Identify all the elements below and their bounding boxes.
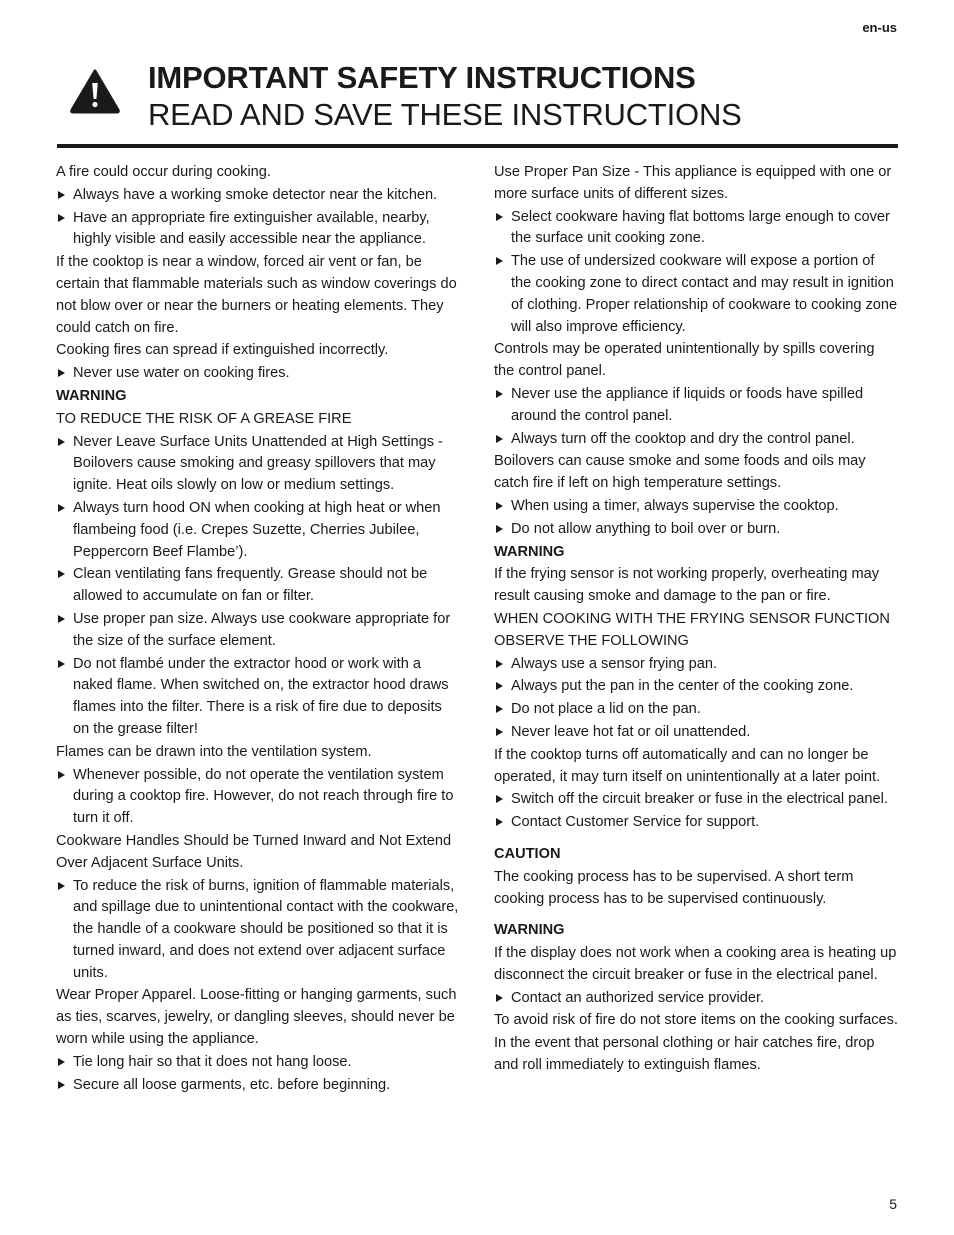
bullet-item: The use of undersized cookware will expose a portion of the cooking zone to direct contact and may result in ignition of clothing. Proper relationship of cookware to cooking zone will also improve efficiency.: [494, 251, 898, 338]
header-divider: [57, 144, 898, 148]
paragraph: If the cooktop turns off automatically and can no longer be operated, it may turn itself on unintentionally at a later point.: [494, 746, 881, 785]
page-title: IMPORTANT SAFETY INSTRUCTIONS: [148, 60, 696, 95]
bullet-list: [56, 765, 460, 830]
paragraph: Cookware Handles Should be Turned Inward and Not Extend Over Adjacent Surface Units.: [56, 832, 452, 871]
bullet-list: [56, 1052, 460, 1097]
bullet-list: [56, 363, 460, 385]
paragraph: Use Proper Pan Size - This appliance is equipped with one or more surface units of different sizes.: [494, 164, 892, 202]
paragraph: TO REDUCE THE RISK OF A GREASE FIRE: [56, 410, 352, 427]
bullet-item: Contact Customer Service for support.: [494, 812, 898, 834]
section-label: WARNING: [56, 387, 127, 404]
bullet-item: When using a timer, always supervise the cooktop.: [494, 496, 898, 518]
paragraph: Controls may be operated unintentionally by spills covering the control panel.: [494, 341, 875, 380]
bullet-item: To reduce the risk of burns, ignition of flammable materials, and spillage due to unintentional contact with the cookware, the handle of a cookware should be positioned so that it is turned inward, and does not extend over adjacent surface units.: [56, 876, 460, 985]
right-column: [494, 162, 898, 1078]
bullet-item: Do not place a lid on the pan.: [494, 699, 898, 721]
bullet-item: Clean ventilating fans frequently. Grease should not be allowed to accumulate on fan or filter.: [56, 564, 460, 608]
paragraph: The cooking process has to be supervised. A short term cooking process has to be supervised continuously.: [494, 868, 854, 907]
paragraph: Cooking fires can spread if extinguished incorrectly.: [56, 342, 389, 359]
paragraph: To avoid risk of fire do not store items on the cooking surfaces.: [494, 1012, 898, 1029]
paragraph: Wear Proper Apparel. Loose-fitting or hanging garments, such as ties, scarves, jewelry, or dangling sleeves, should never be worn while using the appliance.: [56, 987, 457, 1048]
bullet-list: [494, 496, 898, 541]
bullet-item: Never leave hot fat or oil unattended.: [494, 722, 898, 744]
bullet-list: [494, 207, 898, 339]
paragraph: WHEN COOKING WITH THE FRYING SENSOR FUNCTION OBSERVE THE FOLLOWING: [494, 610, 890, 649]
bullet-item: Always turn hood ON when cooking at high heat or when flambeing food (i.e. Crepes Suzette, Cherries Jubilee, Peppercorn Beef Flambe’).: [56, 498, 460, 563]
bullet-item: Select cookware having flat bottoms large enough to cover the surface unit cooking zone.: [494, 207, 898, 251]
warning-triangle-icon: [69, 68, 121, 114]
paragraph: If the cooktop is near a window, forced air vent or fan, be certain that flammable materials such as window coverings do not blow over or near the burners or heating elements. They could catch on fire.: [56, 254, 457, 336]
bullet-list: [56, 432, 460, 741]
bullet-item: Secure all loose garments, etc. before beginning.: [56, 1075, 460, 1097]
left-column: [56, 162, 460, 1097]
bullet-item: Always have a working smoke detector near the kitchen.: [56, 185, 460, 207]
paragraph: If the display does not work when a cooking area is heating up disconnect the circuit breaker or fuse in the electrical panel.: [494, 945, 897, 983]
paragraph: A fire could occur during cooking.: [56, 164, 271, 180]
section-label: WARNING: [494, 922, 565, 939]
section-label: CAUTION: [494, 845, 561, 862]
bullet-item: Whenever possible, do not operate the ventilation system during a cooktop fire. However, do not reach through fire to turn it off.: [56, 765, 460, 830]
bullet-list: [56, 876, 460, 985]
bullet-list: [494, 654, 898, 744]
bullet-item: Switch off the circuit breaker or fuse in the electrical panel.: [494, 789, 898, 811]
bullet-item: Always turn off the cooktop and dry the control panel.: [494, 429, 898, 451]
language-code: en-us: [862, 20, 897, 35]
paragraph: If the frying sensor is not working properly, overheating may result causing smoke and damage to the pan or fire.: [494, 566, 880, 605]
bullet-item: Always put the pan in the center of the cooking zone.: [494, 676, 898, 698]
bullet-list: [494, 988, 898, 1010]
bullet-item: Use proper pan size. Always use cookware appropriate for the size of the surface element.: [56, 609, 460, 653]
bullet-list: [56, 185, 460, 251]
bullet-item: Never Leave Surface Units Unattended at High Settings - Boilovers cause smoking and greasy spillovers that may ignite. Heat oils slowly on low or medium settings.: [56, 432, 460, 497]
bullet-item: Never use water on cooking fires.: [56, 363, 460, 385]
bullet-item: Contact an authorized service provider.: [494, 988, 898, 1010]
bullet-item: Do not allow anything to boil over or burn.: [494, 519, 898, 541]
page-header: [57, 60, 898, 144]
bullet-list: [494, 789, 898, 834]
page-subtitle: READ AND SAVE THESE INSTRUCTIONS: [148, 97, 742, 132]
paragraph: Boilovers can cause smoke and some foods and oils may catch fire if left on high temperature settings.: [494, 453, 866, 492]
bullet-item: Never use the appliance if liquids or foods have spilled around the control panel.: [494, 384, 898, 428]
section-label: WARNING: [494, 543, 565, 560]
bullet-list: [494, 384, 898, 450]
paragraph: Flames can be drawn into the ventilation system.: [56, 743, 372, 760]
bullet-item: Do not flambé under the extractor hood or work with a naked flame. When switched on, the extractor hood draws flames into the filter. There is a risk of fire due to deposits on the grease filter!: [56, 654, 460, 741]
paragraph: In the event that personal clothing or hair catches fire, drop and roll immediately to extinguish flames.: [494, 1035, 875, 1074]
bullet-item: Always use a sensor frying pan.: [494, 654, 898, 676]
bullet-item: Have an appropriate fire extinguisher available, nearby, highly visible and easily accessible near the appliance.: [56, 208, 460, 252]
page-number: 5: [889, 1196, 897, 1212]
bullet-item: Tie long hair so that it does not hang loose.: [56, 1052, 460, 1074]
